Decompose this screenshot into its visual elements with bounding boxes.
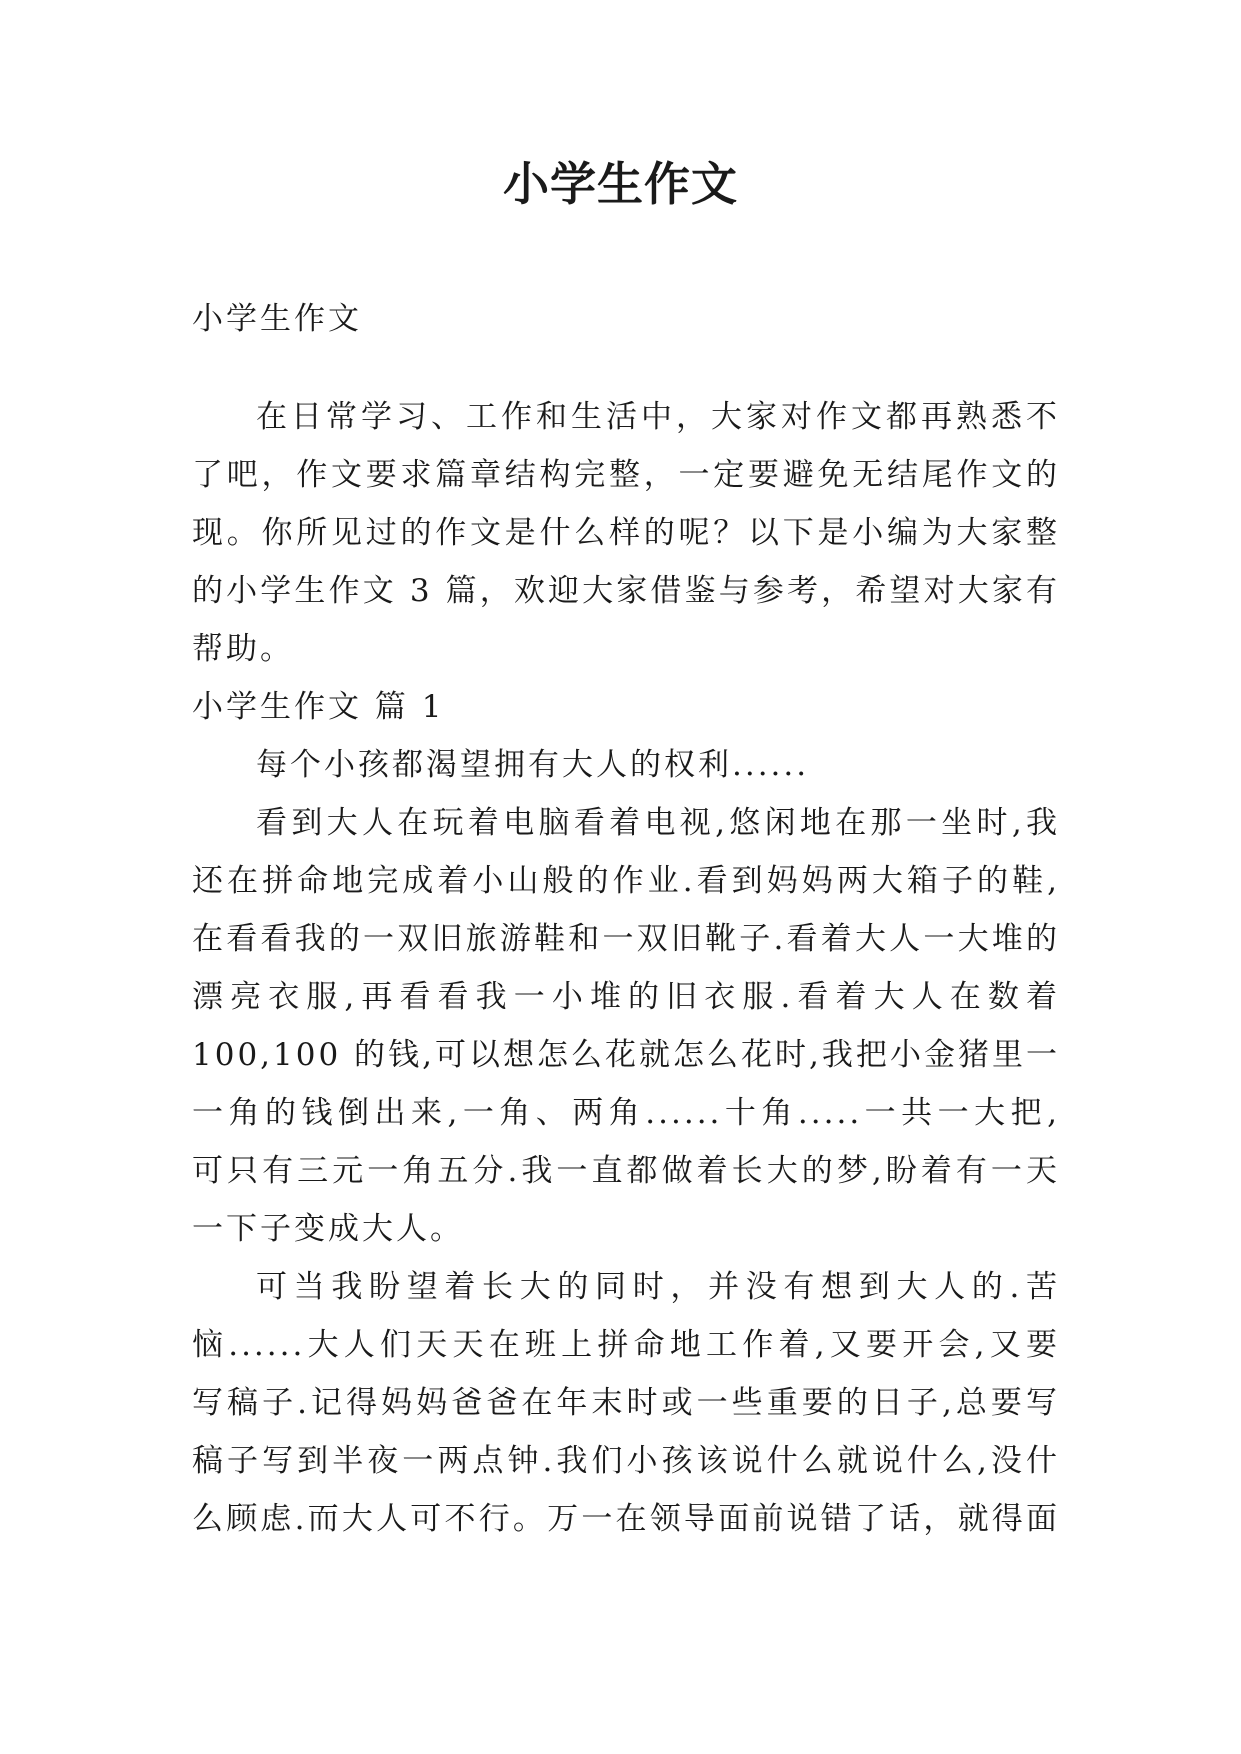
- paragraph-line: 可只有三元一角五分.我一直都做着长大的梦,盼着有一天: [192, 1153, 1060, 1189]
- paragraph-line: 稿子写到半夜一两点钟.我们小孩该说什么就说什么,没什: [192, 1443, 1060, 1479]
- paragraph-line: 的小学生作文 3 篇，欢迎大家借鉴与参考，希望对大家有: [192, 573, 1060, 609]
- document-body: [192, 290, 1060, 1548]
- paragraph-line: 一下子变成大人。: [192, 1211, 464, 1247]
- paragraph-line: 现。你所见过的作文是什么样的呢？以下是小编为大家整: [192, 515, 1060, 551]
- paragraph-line: 写稿子.记得妈妈爸爸在年末时或一些重要的日子,总要写: [192, 1385, 1060, 1421]
- spacer: [192, 348, 1060, 388]
- paragraph-line: 帮助。: [192, 631, 294, 667]
- paragraph-line: 恼......大人们天天在班上拼命地工作着,又要开会,又要: [192, 1327, 1060, 1363]
- paragraph-line: 看到大人在玩着电脑看着电视,悠闲地在那一坐时,我: [256, 805, 1060, 841]
- paragraph-line: 在日常学习、工作和生活中，大家对作文都再熟悉不: [256, 399, 1060, 435]
- section-heading: 小学生作文 篇 1: [192, 689, 445, 725]
- paragraph-line: 漂亮衣服,再看看我一小堆的旧衣服.看着大人在数着: [192, 979, 1060, 1015]
- paragraph-line: 么顾虑.而大人可不行。万一在领导面前说错了话，就得面: [192, 1501, 1060, 1537]
- paragraph-line: 可当我盼望着长大的同时，并没有想到大人的.苦: [256, 1269, 1060, 1305]
- document-subtitle: 小学生作文: [192, 301, 362, 337]
- paragraph-1: [192, 736, 1060, 794]
- paragraph-3: [192, 1258, 1060, 1548]
- paragraph-line: 100,100 的钱,可以想怎么花就怎么花时,我把小金猪里一: [192, 1037, 1060, 1073]
- paragraph-line: 一角的钱倒出来,一角、两角......十角.....一共一大把,: [192, 1095, 1060, 1131]
- intro-paragraph: [192, 388, 1060, 678]
- paragraph-2: [192, 794, 1060, 1258]
- paragraph-line: 在看看我的一双旧旅游鞋和一双旧靴子.看着大人一大堆的: [192, 921, 1060, 957]
- document-title: 小学生作文: [503, 157, 738, 211]
- paragraph-line: 每个小孩都渴望拥有大人的权利......: [256, 747, 810, 783]
- paragraph-line: 还在拼命地完成着小山般的作业.看到妈妈两大箱子的鞋,: [192, 863, 1060, 899]
- paragraph-line: 了吧，作文要求篇章结构完整，一定要避免无结尾作文的: [192, 457, 1060, 493]
